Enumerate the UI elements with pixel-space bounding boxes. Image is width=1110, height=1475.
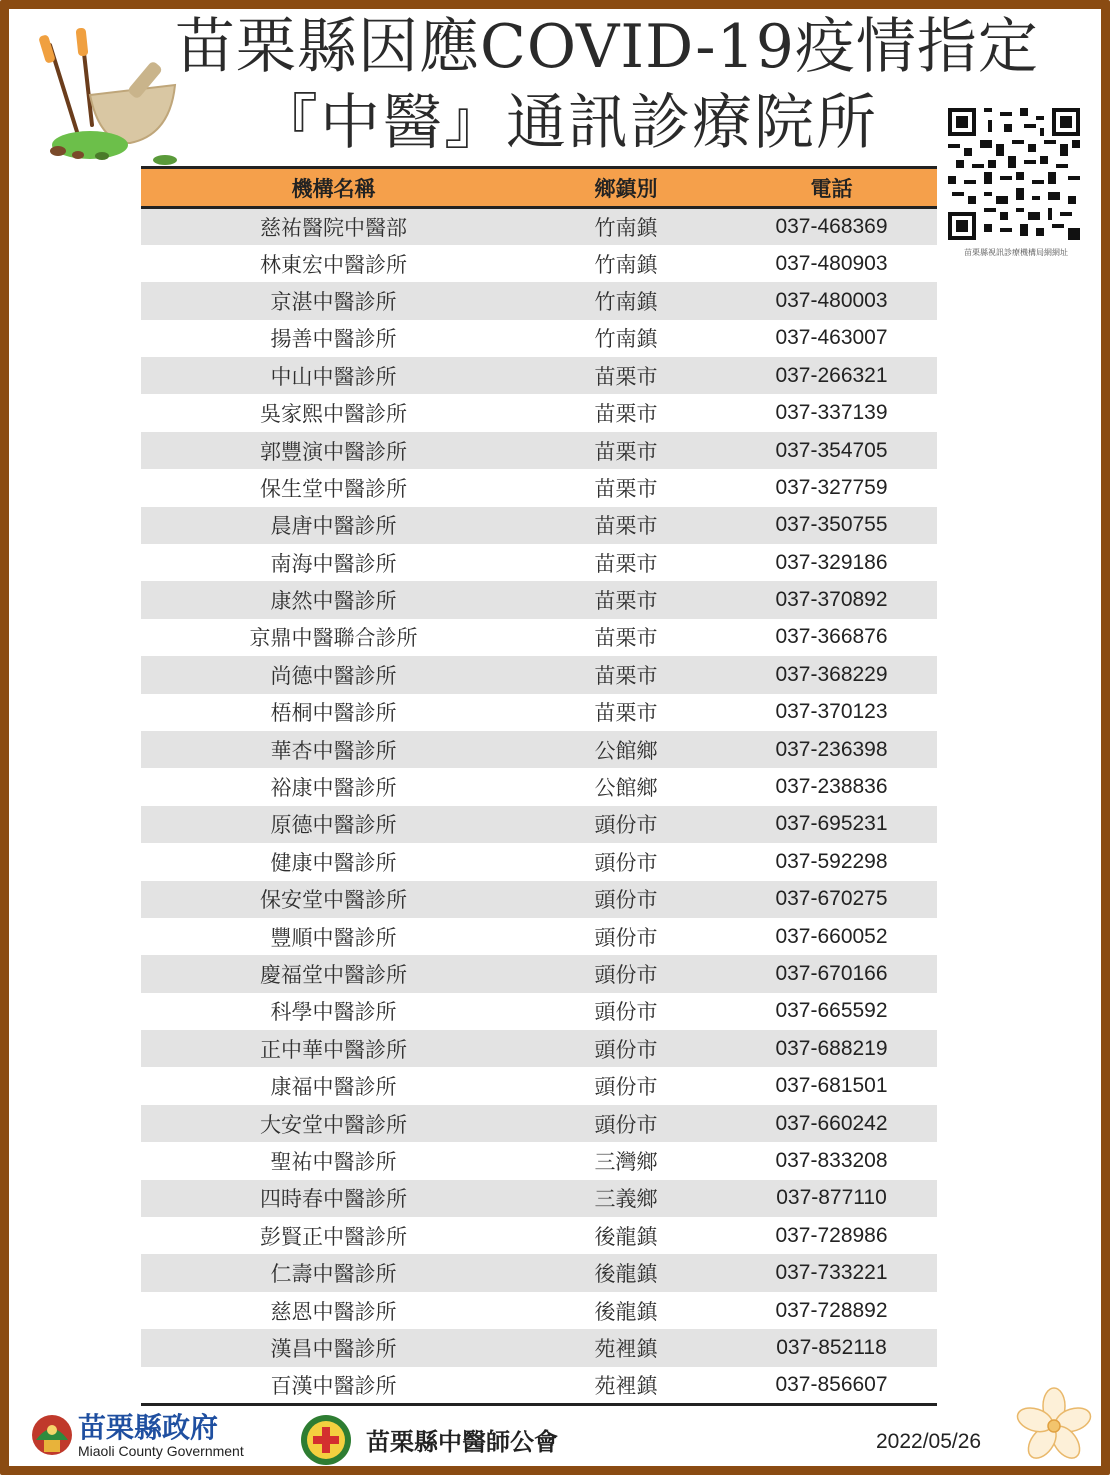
clinic-phone: 037-733221 bbox=[726, 1254, 937, 1291]
clinic-name: 尚德中醫診所 bbox=[141, 656, 526, 693]
clinic-name: 裕康中醫診所 bbox=[141, 768, 526, 805]
clinic-name: 健康中醫診所 bbox=[141, 843, 526, 880]
clinic-township: 三灣鄉 bbox=[526, 1142, 726, 1179]
clinic-township: 竹南鎮 bbox=[526, 208, 726, 245]
clinic-phone: 037-350755 bbox=[726, 507, 937, 544]
table-row bbox=[141, 432, 937, 469]
flower-decoration-icon bbox=[1012, 1386, 1096, 1466]
table-row bbox=[141, 881, 937, 918]
clinic-name: 仁壽中醫診所 bbox=[141, 1254, 526, 1291]
table-row bbox=[141, 1292, 937, 1329]
clinic-phone: 037-468369 bbox=[726, 208, 937, 245]
clinic-township: 後龍鎮 bbox=[526, 1254, 726, 1291]
county-emblem-icon bbox=[30, 1410, 74, 1460]
page-title-line1: 苗栗縣因應COVID-19疫情指定 bbox=[175, 12, 1039, 82]
tcm-mortar-illustration bbox=[30, 25, 190, 170]
clinic-name: 聖祐中醫診所 bbox=[141, 1142, 526, 1179]
clinic-township: 公館鄉 bbox=[526, 731, 726, 768]
clinic-phone: 037-238836 bbox=[726, 768, 937, 805]
table-row bbox=[141, 245, 937, 282]
clinic-name: 康然中醫診所 bbox=[141, 581, 526, 618]
clinic-phone: 037-660052 bbox=[726, 918, 937, 955]
clinic-name: 梧桐中醫診所 bbox=[141, 694, 526, 731]
table-row bbox=[141, 320, 937, 357]
qr-caption: 苗栗縣視訊診療機構局網網址 bbox=[964, 248, 1068, 257]
clinic-name: 晨唐中醫診所 bbox=[141, 507, 526, 544]
header-institution-name: 機構名稱 bbox=[141, 168, 526, 208]
clinic-phone: 037-266321 bbox=[726, 357, 937, 394]
header-township: 鄉鎮別 bbox=[526, 168, 726, 208]
clinic-name: 京湛中醫診所 bbox=[141, 282, 526, 319]
table-row bbox=[141, 619, 937, 656]
association-name: 苗栗縣中醫師公會 bbox=[366, 1428, 558, 1456]
clinic-township: 苗栗市 bbox=[526, 432, 726, 469]
clinic-township: 苗栗市 bbox=[526, 507, 726, 544]
clinic-township: 頭份市 bbox=[526, 1030, 726, 1067]
clinic-township: 竹南鎮 bbox=[526, 282, 726, 319]
clinic-phone: 037-480903 bbox=[726, 245, 937, 282]
clinic-phone: 037-354705 bbox=[726, 432, 937, 469]
table-row bbox=[141, 1367, 937, 1404]
clinic-name: 林東宏中醫診所 bbox=[141, 245, 526, 282]
clinic-name: 康福中醫診所 bbox=[141, 1067, 526, 1104]
clinic-name: 彭賢正中醫診所 bbox=[141, 1217, 526, 1254]
clinic-phone: 037-681501 bbox=[726, 1067, 937, 1104]
table-row bbox=[141, 507, 937, 544]
clinic-phone: 037-670275 bbox=[726, 881, 937, 918]
table-row bbox=[141, 918, 937, 955]
clinic-township: 苗栗市 bbox=[526, 581, 726, 618]
clinic-phone: 037-665592 bbox=[726, 993, 937, 1030]
clinic-phone: 037-236398 bbox=[726, 731, 937, 768]
gov-name-en: Miaoli County Government bbox=[78, 1443, 244, 1459]
table-row bbox=[141, 1217, 937, 1254]
table-row bbox=[141, 694, 937, 731]
qr-code-icon[interactable] bbox=[948, 108, 1080, 240]
clinic-phone: 037-670166 bbox=[726, 955, 937, 992]
table-row bbox=[141, 1067, 937, 1104]
clinic-township: 三義鄉 bbox=[526, 1180, 726, 1217]
clinic-phone: 037-370892 bbox=[726, 581, 937, 618]
clinic-phone: 037-366876 bbox=[726, 619, 937, 656]
table-row bbox=[141, 1142, 937, 1179]
clinic-name: 豐順中醫診所 bbox=[141, 918, 526, 955]
clinic-township: 頭份市 bbox=[526, 1067, 726, 1104]
clinic-township: 苗栗市 bbox=[526, 357, 726, 394]
clinic-township: 苑裡鎮 bbox=[526, 1329, 726, 1366]
clinic-township: 頭份市 bbox=[526, 918, 726, 955]
table-row bbox=[141, 1030, 937, 1067]
table-row bbox=[141, 544, 937, 581]
clinic-name: 中山中醫診所 bbox=[141, 357, 526, 394]
clinic-township: 苗栗市 bbox=[526, 656, 726, 693]
clinic-phone: 037-480003 bbox=[726, 282, 937, 319]
clinic-name: 吳家熙中醫診所 bbox=[141, 394, 526, 431]
clinic-name: 大安堂中醫診所 bbox=[141, 1105, 526, 1142]
clinic-township: 頭份市 bbox=[526, 993, 726, 1030]
clinic-phone: 037-660242 bbox=[726, 1105, 937, 1142]
clinic-phone: 037-728986 bbox=[726, 1217, 937, 1254]
clinic-township: 苗栗市 bbox=[526, 394, 726, 431]
clinic-phone: 037-877110 bbox=[726, 1180, 937, 1217]
clinic-phone: 037-833208 bbox=[726, 1142, 937, 1179]
clinic-phone: 037-728892 bbox=[726, 1292, 937, 1329]
clinic-name: 郭豐演中醫診所 bbox=[141, 432, 526, 469]
clinic-name: 原德中醫診所 bbox=[141, 806, 526, 843]
clinic-township: 苑裡鎮 bbox=[526, 1367, 726, 1404]
table-row bbox=[141, 955, 937, 992]
table-row bbox=[141, 208, 937, 245]
table-row bbox=[141, 993, 937, 1030]
clinic-name: 慈恩中醫診所 bbox=[141, 1292, 526, 1329]
clinic-township: 苗栗市 bbox=[526, 694, 726, 731]
clinic-township: 公館鄉 bbox=[526, 768, 726, 805]
clinic-township: 竹南鎮 bbox=[526, 320, 726, 357]
clinic-phone: 037-856607 bbox=[726, 1367, 937, 1404]
clinic-name: 慈祐醫院中醫部 bbox=[141, 208, 526, 245]
clinic-township: 苗栗市 bbox=[526, 469, 726, 506]
table-row bbox=[141, 806, 937, 843]
clinic-phone: 037-688219 bbox=[726, 1030, 937, 1067]
clinic-township: 後龍鎮 bbox=[526, 1292, 726, 1329]
gov-name: 苗栗縣政府 bbox=[78, 1411, 219, 1444]
miaoli-gov-logo bbox=[30, 1408, 270, 1464]
clinic-name: 四時春中醫診所 bbox=[141, 1180, 526, 1217]
table-row bbox=[141, 1329, 937, 1366]
clinic-township: 苗栗市 bbox=[526, 544, 726, 581]
table-row bbox=[141, 469, 937, 506]
table-row bbox=[141, 843, 937, 880]
clinic-name: 南海中醫診所 bbox=[141, 544, 526, 581]
clinic-name: 正中華中醫診所 bbox=[141, 1030, 526, 1067]
table-row bbox=[141, 1105, 937, 1142]
clinic-phone: 037-327759 bbox=[726, 469, 937, 506]
table-row bbox=[141, 394, 937, 431]
header-phone: 電話 bbox=[726, 168, 937, 208]
publish-date: 2022/05/26 bbox=[876, 1430, 982, 1453]
clinic-name: 漢昌中醫診所 bbox=[141, 1329, 526, 1366]
table-row bbox=[141, 731, 937, 768]
table-row bbox=[141, 768, 937, 805]
clinic-phone: 037-463007 bbox=[726, 320, 937, 357]
clinic-phone: 037-368229 bbox=[726, 656, 937, 693]
clinic-name: 百漢中醫診所 bbox=[141, 1367, 526, 1404]
clinic-name: 保安堂中醫診所 bbox=[141, 881, 526, 918]
clinic-phone: 037-695231 bbox=[726, 806, 937, 843]
clinic-township: 頭份市 bbox=[526, 881, 726, 918]
table-row bbox=[141, 581, 937, 618]
clinic-name: 科學中醫診所 bbox=[141, 993, 526, 1030]
table-row bbox=[141, 656, 937, 693]
clinic-table bbox=[141, 166, 937, 1406]
table-row bbox=[141, 1180, 937, 1217]
clinic-township: 苗栗市 bbox=[526, 619, 726, 656]
clinic-phone: 037-370123 bbox=[726, 694, 937, 731]
clinic-phone: 037-592298 bbox=[726, 843, 937, 880]
clinic-name: 京鼎中醫聯合診所 bbox=[141, 619, 526, 656]
clinic-name: 華杏中醫診所 bbox=[141, 731, 526, 768]
clinic-name: 保生堂中醫診所 bbox=[141, 469, 526, 506]
clinic-phone: 037-852118 bbox=[726, 1329, 937, 1366]
page-title-line2: 『中醫』通訊診療院所 bbox=[258, 88, 878, 158]
clinic-township: 頭份市 bbox=[526, 806, 726, 843]
table-header-row bbox=[141, 168, 937, 208]
clinic-township: 後龍鎮 bbox=[526, 1217, 726, 1254]
clinic-township: 頭份市 bbox=[526, 1105, 726, 1142]
table-row bbox=[141, 1254, 937, 1291]
clinic-phone: 037-337139 bbox=[726, 394, 937, 431]
clinic-township: 竹南鎮 bbox=[526, 245, 726, 282]
clinic-township: 頭份市 bbox=[526, 843, 726, 880]
clinic-township: 頭份市 bbox=[526, 955, 726, 992]
table-row bbox=[141, 282, 937, 319]
clinic-phone: 037-329186 bbox=[726, 544, 937, 581]
table-row bbox=[141, 357, 937, 394]
association-emblem-icon bbox=[300, 1414, 352, 1466]
clinic-name: 慶福堂中醫診所 bbox=[141, 955, 526, 992]
clinic-name: 揚善中醫診所 bbox=[141, 320, 526, 357]
